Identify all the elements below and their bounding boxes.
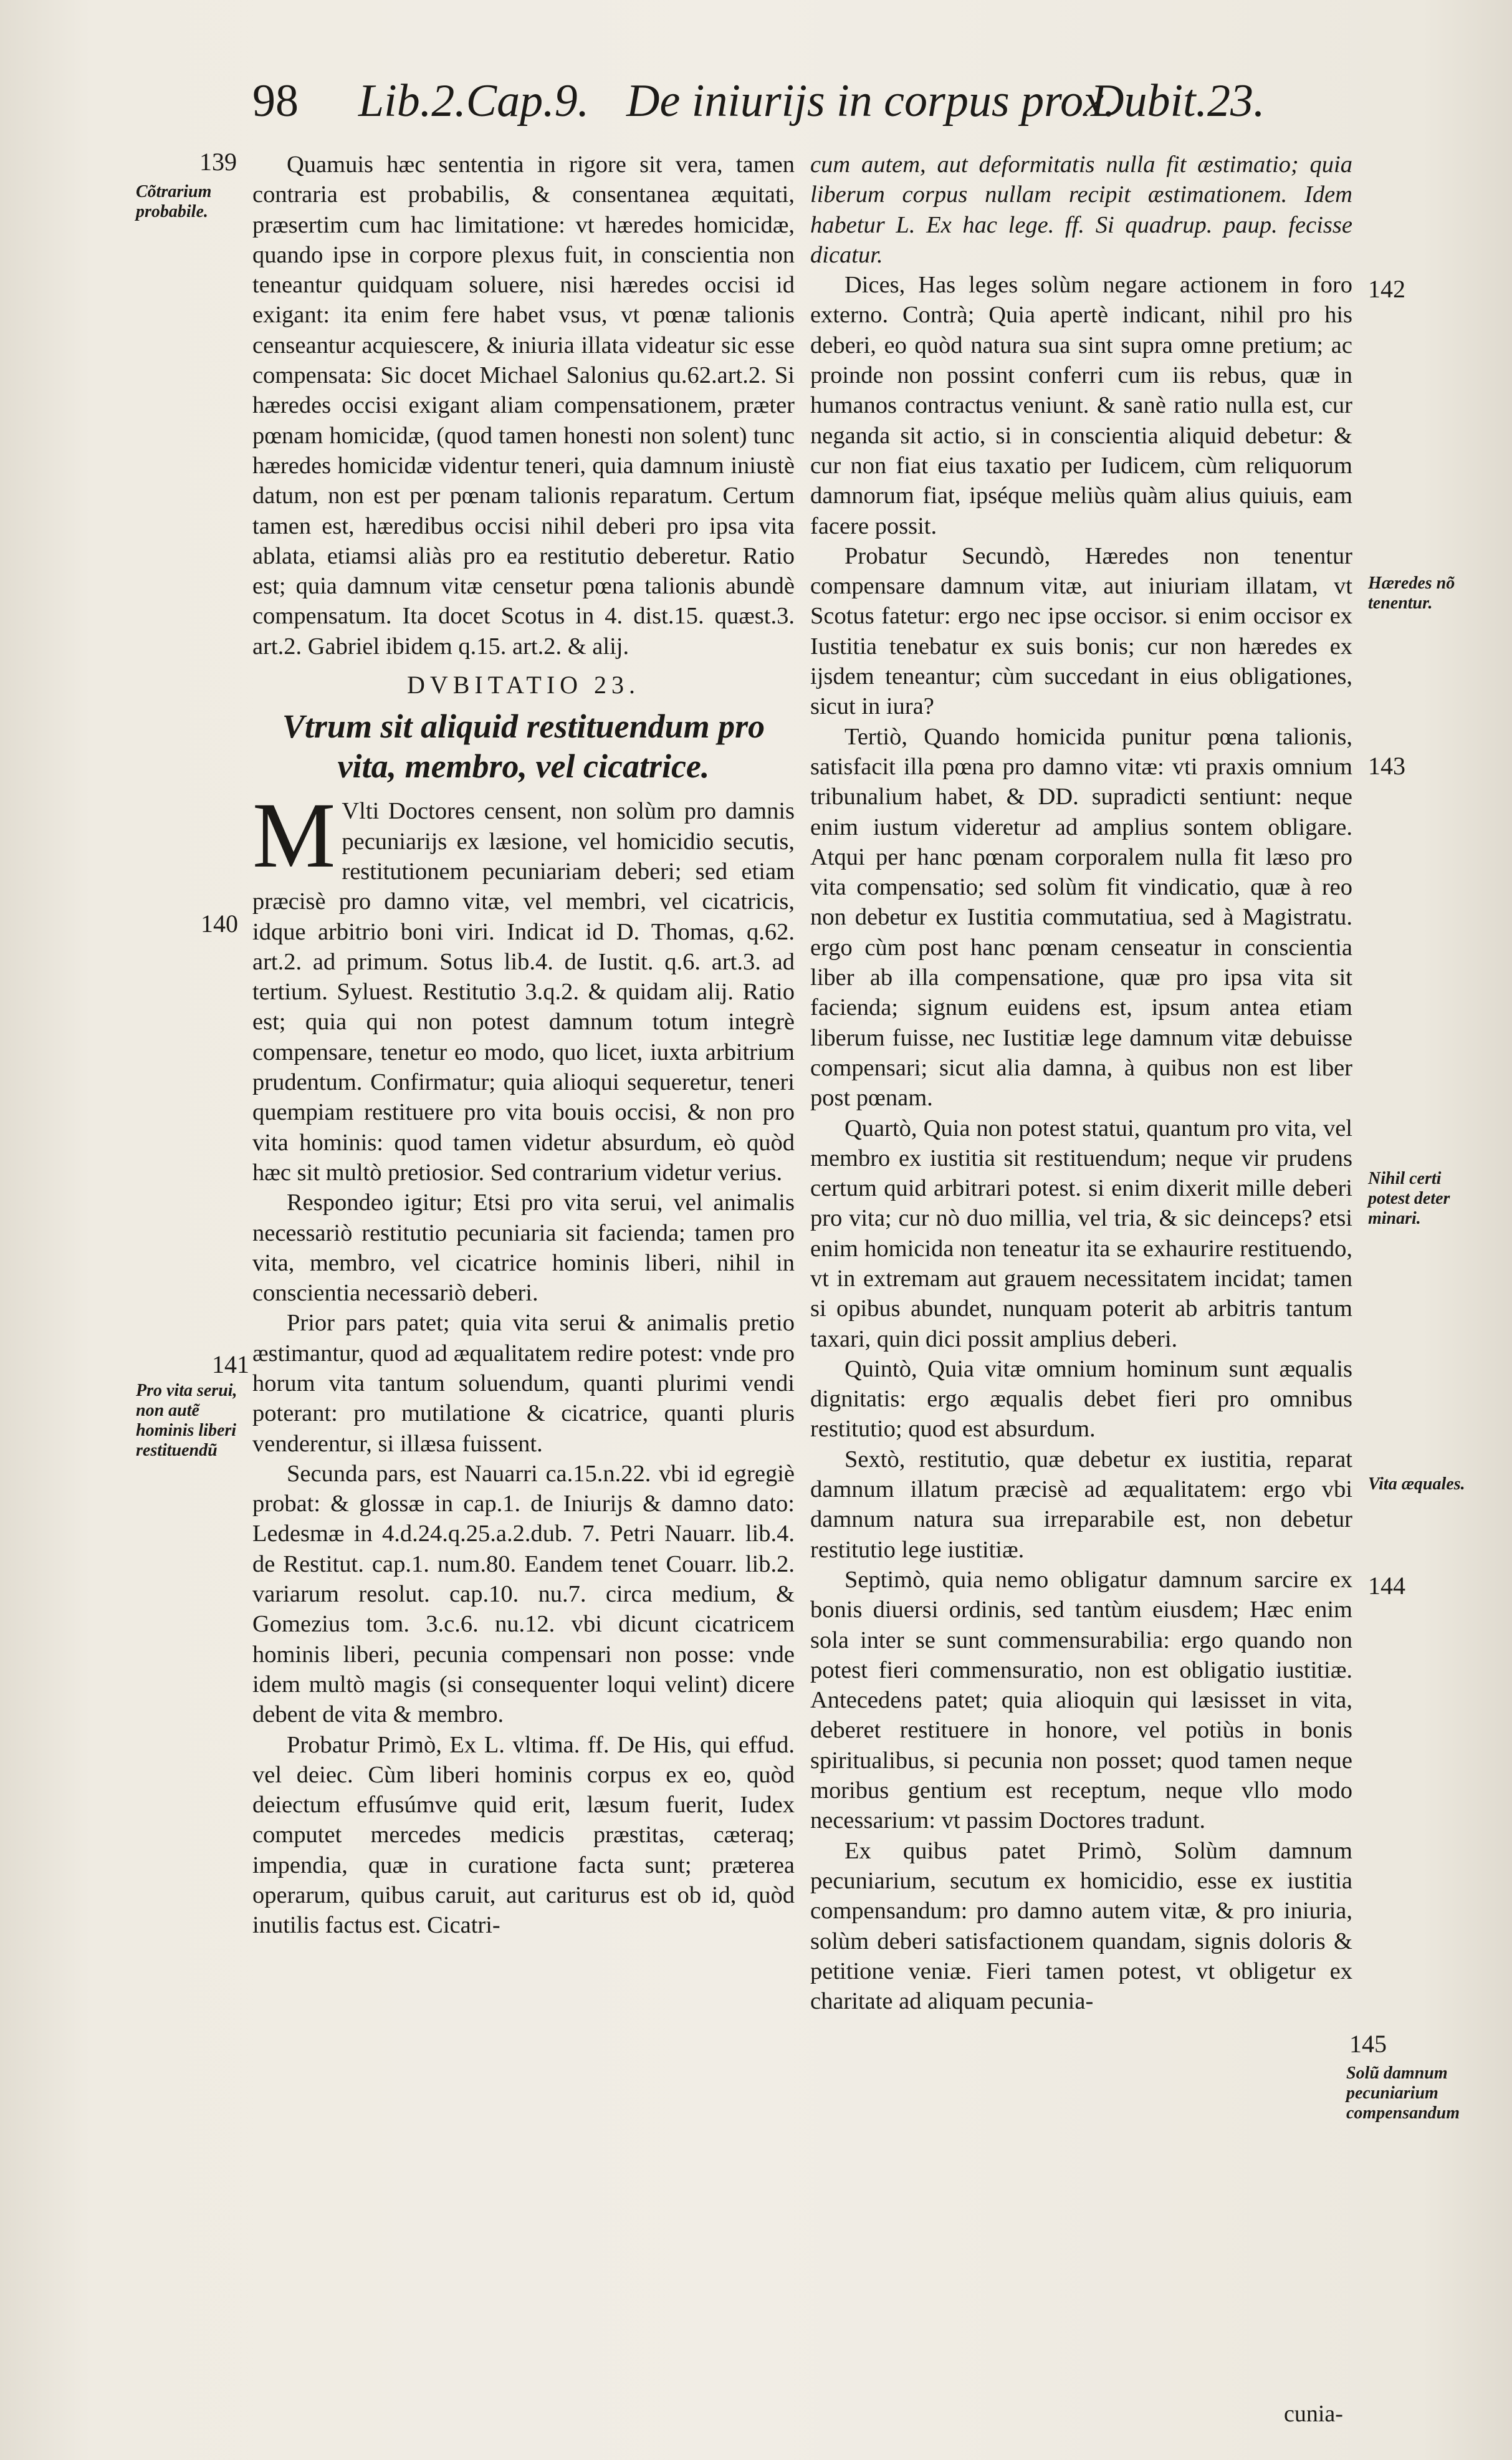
paragraph-144: Sextò, restitutio, quæ debetur ex iustitia, reparat damnum illatum præcisè ad æqualitatem: ergo vbi damnum natura sua irreparabile est, non debetur restitutio lege iustitiæ. (810, 1446, 1352, 1563)
paragraph-quarto: Quartò, Quia non potest statui, quantum pro vita, vel membro ex iustitia sit restituendum; neque vir prudens certum quid arbitrari potest. si enim dixerit mille deberi pro vita; cur nò duo millia, vel tria, & sic deinceps? etsi enim homicida non teneatur ita se exhaurire restituendo, vt in extremam aut grauem necessitatem incidat; tamen si opibus abundet, nunquam poterit ab arbitris tantum taxari, quin dici possit amplius deberi. (810, 1115, 1352, 1352)
paragraph-139: Quamuis hæc sententia in rigore sit vera, tamen contraria est probabilis, & consentanea æquitati, præsertim cum hac limitatione: vt hæredes homicidæ, quando ipse in corpore plexus fuit, in conscientia non teneantur quidquam soluere, nisi hæredes occisi id exigant: ita enim fere habet vsus, vt pœnæ talionis censeantur acquiescere, & iniuria illata videatur sic esse compensata: Sic docet Michael Salonius qu.62.art.2. Si hæredes occisi exigant aliam compensationem, præter pœnam homicidæ, (quod tamen honesti non solent) tunc hæredes homicidæ videntur teneri, quia damnum iniustè datum, non est per pœnam talionis reparatum. Certum tamen est, hæredibus occisi nihil deberi pro ipsa vita ablata, etiamsi aliàs pro ea restitutio deberetur. Ratio est; quia damnum vitæ censetur pœna talionis abundè compensatum. Ita docet Scotus in 4. dist.15. quæst.3. art.2. Gabriel ibidem q.15. art.2. & alij. (252, 151, 795, 660)
paragraph-142: Dices, Has leges solùm negare actionem in foro externo. Contrà; Quia apertè indicant, nihil pro his deberi, eo quòd natura sua sint supra omne pretium; ac proinde non possint conferri cum iis rebus, quæ in humanos contractus veniunt. & sanè ratio nulla est, cur neganda sit actio, si in conscientia aliquid debetur: & cur non fiat eius taxatio per Iudicem, cùm reliquorum damnorum fiat, ipséque meliùs quàm alius quiuis, eam facere possit. (810, 272, 1352, 539)
paragraph-145: Ex quibus patet Primò, Solùm damnum pecuniarium, secutum ex homicidio, esse ex iustitia compensandum: pro damno autem vitæ, & pro iniuria, solùm deberi satisfactionem quandam, signis doloris & petitione veniæ. Fieri tamen potest, vt obligetur ex charitate ad aliquam pecunia- (810, 1837, 1352, 2015)
left-column (252, 150, 795, 1941)
paragraph-number-144: 144 (1368, 1572, 1405, 1600)
paragraph-number-143: 143 (1368, 752, 1405, 780)
paragraph-prior: Prior pars patet; quia vita serui & animalis pretio æstimantur, quod ad æqualitatem redire potest: vnde pro horum vita tantum soluendum, quanti plurimi vendi poterant: pro mutilatione & cicatrice, quanti pluris venderentur, si illæsa fuissent. (252, 1310, 795, 1457)
margin-note-145: Solũ damnum pecuniarium compensandum (1346, 2064, 1460, 2123)
paragraph-140-text: Vlti Doctores censent, non solùm pro damnis pecuniarijs ex læsione, vel homicidio secutis, restitutionem pecuniariam deberi; sed etiam præcisè pro damno vitæ, vel membri, vel cicatricis, idque arbitrio boni viri. Indicat id D. Thomas, q.62. art.2. ad primum. Sotus lib.4. de Iustit. q.6. art.3. ad tertium. Syluest. Restitutio 3.q.2. & quidam alij. Ratio est; quia qui non potest damnum totum integrè compensare, tenetur eo modo, quo licet, iuxta arbitrium prudentum. Confirmatur; quia alioqui sequeretur, teneri quempiam restituere pro vita bouis occisi, & non pro vita hominis: quod tamen videtur absurdum, eò quòd hæc sit multò pretiosior. Sed contrarium videtur verius. (252, 798, 795, 1186)
paragraph-probatur: Probatur Primò, Ex L. vltima. ff. De His, qui effud. vel deiec. Cùm liberi hominis corpus ex eo, quòd deiectum effusúmve quid erit, læsum fuerit, Iudex computet mercedes medicis præstitas, cæteraq; impendia, quæ in curatione facta sunt; præterea operarum, quibus caruit, aut cariturus est ob id, quòd inutilis factus est. Cicatri- (252, 1731, 795, 1939)
margin-note-139: Cõtrarium probabile. (136, 182, 212, 221)
running-title: De iniurijs in corpus prox. (626, 75, 1116, 127)
margin-note-nihil: Nihil certi potest deter minari. (1368, 1169, 1450, 1228)
paragraph-number-140: 140 (201, 910, 238, 938)
paragraph-quinto: Quintò, Quia vitæ omnium hominum sunt æqualis dignitatis: ergo æqualis debet fieri pro omnibus restitutio; quod est absurdum. (810, 1355, 1352, 1443)
margin-note-vita: Vita æquales. (1368, 1474, 1465, 1494)
page-number: 98 (252, 75, 299, 127)
paragraph-141: Respondeo igitur; Etsi pro vita serui, vel animalis necessariò restitutio pecuniaria sit facienda; tamen pro vita, membro, vel cicatrice hominis liberi, nihil in conscientia necessariò deberi. (252, 1189, 795, 1307)
margin-note-haeredes: Hæredes nõ tenentur. (1368, 574, 1455, 613)
dubitatio-ref: Dubit.23. (1091, 75, 1265, 127)
paragraph-143: Tertiò, Quando homicida punitur pœna talionis, satisfacit illa pœna pro damno vitæ: vti praxis omnium tribunalium habet, & DD. supradicti sentiunt: neque enim iustum videretur ad amplius sontem obligare. Atqui per hanc pœnam corporalem nulla fit læso pro vita compensatio; sed solùm fit vindicatio, quæ à reo non debetur ex Iustitia commutatiua, sed à Magistratu. ergo cùm post hanc pœnam censeatur in conscientia liber ab illa compensatione, quæ pro ipsa vita sit facienda; signum euidens est, ipsum antea etiam liberum fuisse, nec Iustitiæ lege damnum vitæ debuisse compensari; sicut alia damna, à quibus non est liber post pœnam. (810, 723, 1352, 1112)
catchword: cunia- (1284, 2401, 1343, 2427)
paragraph-number-145: 145 (1349, 2030, 1387, 2058)
drop-cap: M (252, 784, 336, 888)
paragraph-septimo: Septimò, quia nemo obligatur damnum sarcire ex bonis diuersi ordinis, sed tantùm eiusdem; Hæc enim sola inter se sunt commensurabilia: ergo quando non potest fieri commensuratio, non est obligatio iustitiæ. Antecedens patet; quia alioquin qui læsisset in vita, deberet restituere in honore, vel potiùs in bonis spiritualibus, si pecunia non posset; quod tamen neque moribus gentium est receptum, neque vllo modo necessarium: vt passim Doctores tradunt. (810, 1566, 1352, 1834)
paragraph-number-139: 139 (199, 148, 237, 176)
paragraph-number-142: 142 (1368, 275, 1405, 303)
book-chapter: Lib.2.Cap.9. (358, 75, 590, 127)
running-head (252, 75, 1287, 143)
paragraph-secunda: Secunda pars, est Nauarri ca.15.n.22. vbi id egregiè probat: & glossæ in cap.1. de Iniurijs & damno dato: Ledesmæ in 4.d.24.q.25.a.2.dub. 7. Petri Nauarr. lib.4. de Restitut. cap.1. num.80. Eandem tenet Couarr. lib.2. variarum resolut. cap.10. nu.7. circa medium, & Gomezius tom. 3.c.6. nu.12. vbi dicunt cicatricem hominis liberi, pecunia compensari non posse: vnde idem multò magis (si consequenter loqui velint) dicere debent de vita & membro. (252, 1460, 795, 1728)
right-column (810, 150, 1352, 2016)
paragraph-continuation: cum autem, aut deformitatis nulla fit æstimatio; quia liberum corpus nullam recipit æstimationem. Idem habetur L. Ex hac lege. ff. Si quadrup. paup. fecisse dicatur. (810, 151, 1352, 268)
margin-note-141: Pro vita serui, non autẽ hominis liberi restituendũ (136, 1381, 237, 1460)
question-heading: Vtrum sit aliquid restituendum pro vita, membro, vel cicatrice. (282, 708, 765, 786)
paragraph-140 (252, 784, 795, 1188)
paragraph-secundo: Probatur Secundò, Hæredes non tenentur compensare damnum vitæ, aut iniuriam illatam, vt Scotus fatetur: ergo nec ipse occisor. si enim occisor ex Iustitia tenebatur ex suis bonis; cur non hæredes ex ijsdem teneantur; cùm succedant in eius obligationes, sicut in iura? (810, 542, 1352, 720)
paragraph-number-141: 141 (212, 1350, 249, 1378)
dubitatio-heading: DVBITATIO 23. (406, 671, 641, 699)
